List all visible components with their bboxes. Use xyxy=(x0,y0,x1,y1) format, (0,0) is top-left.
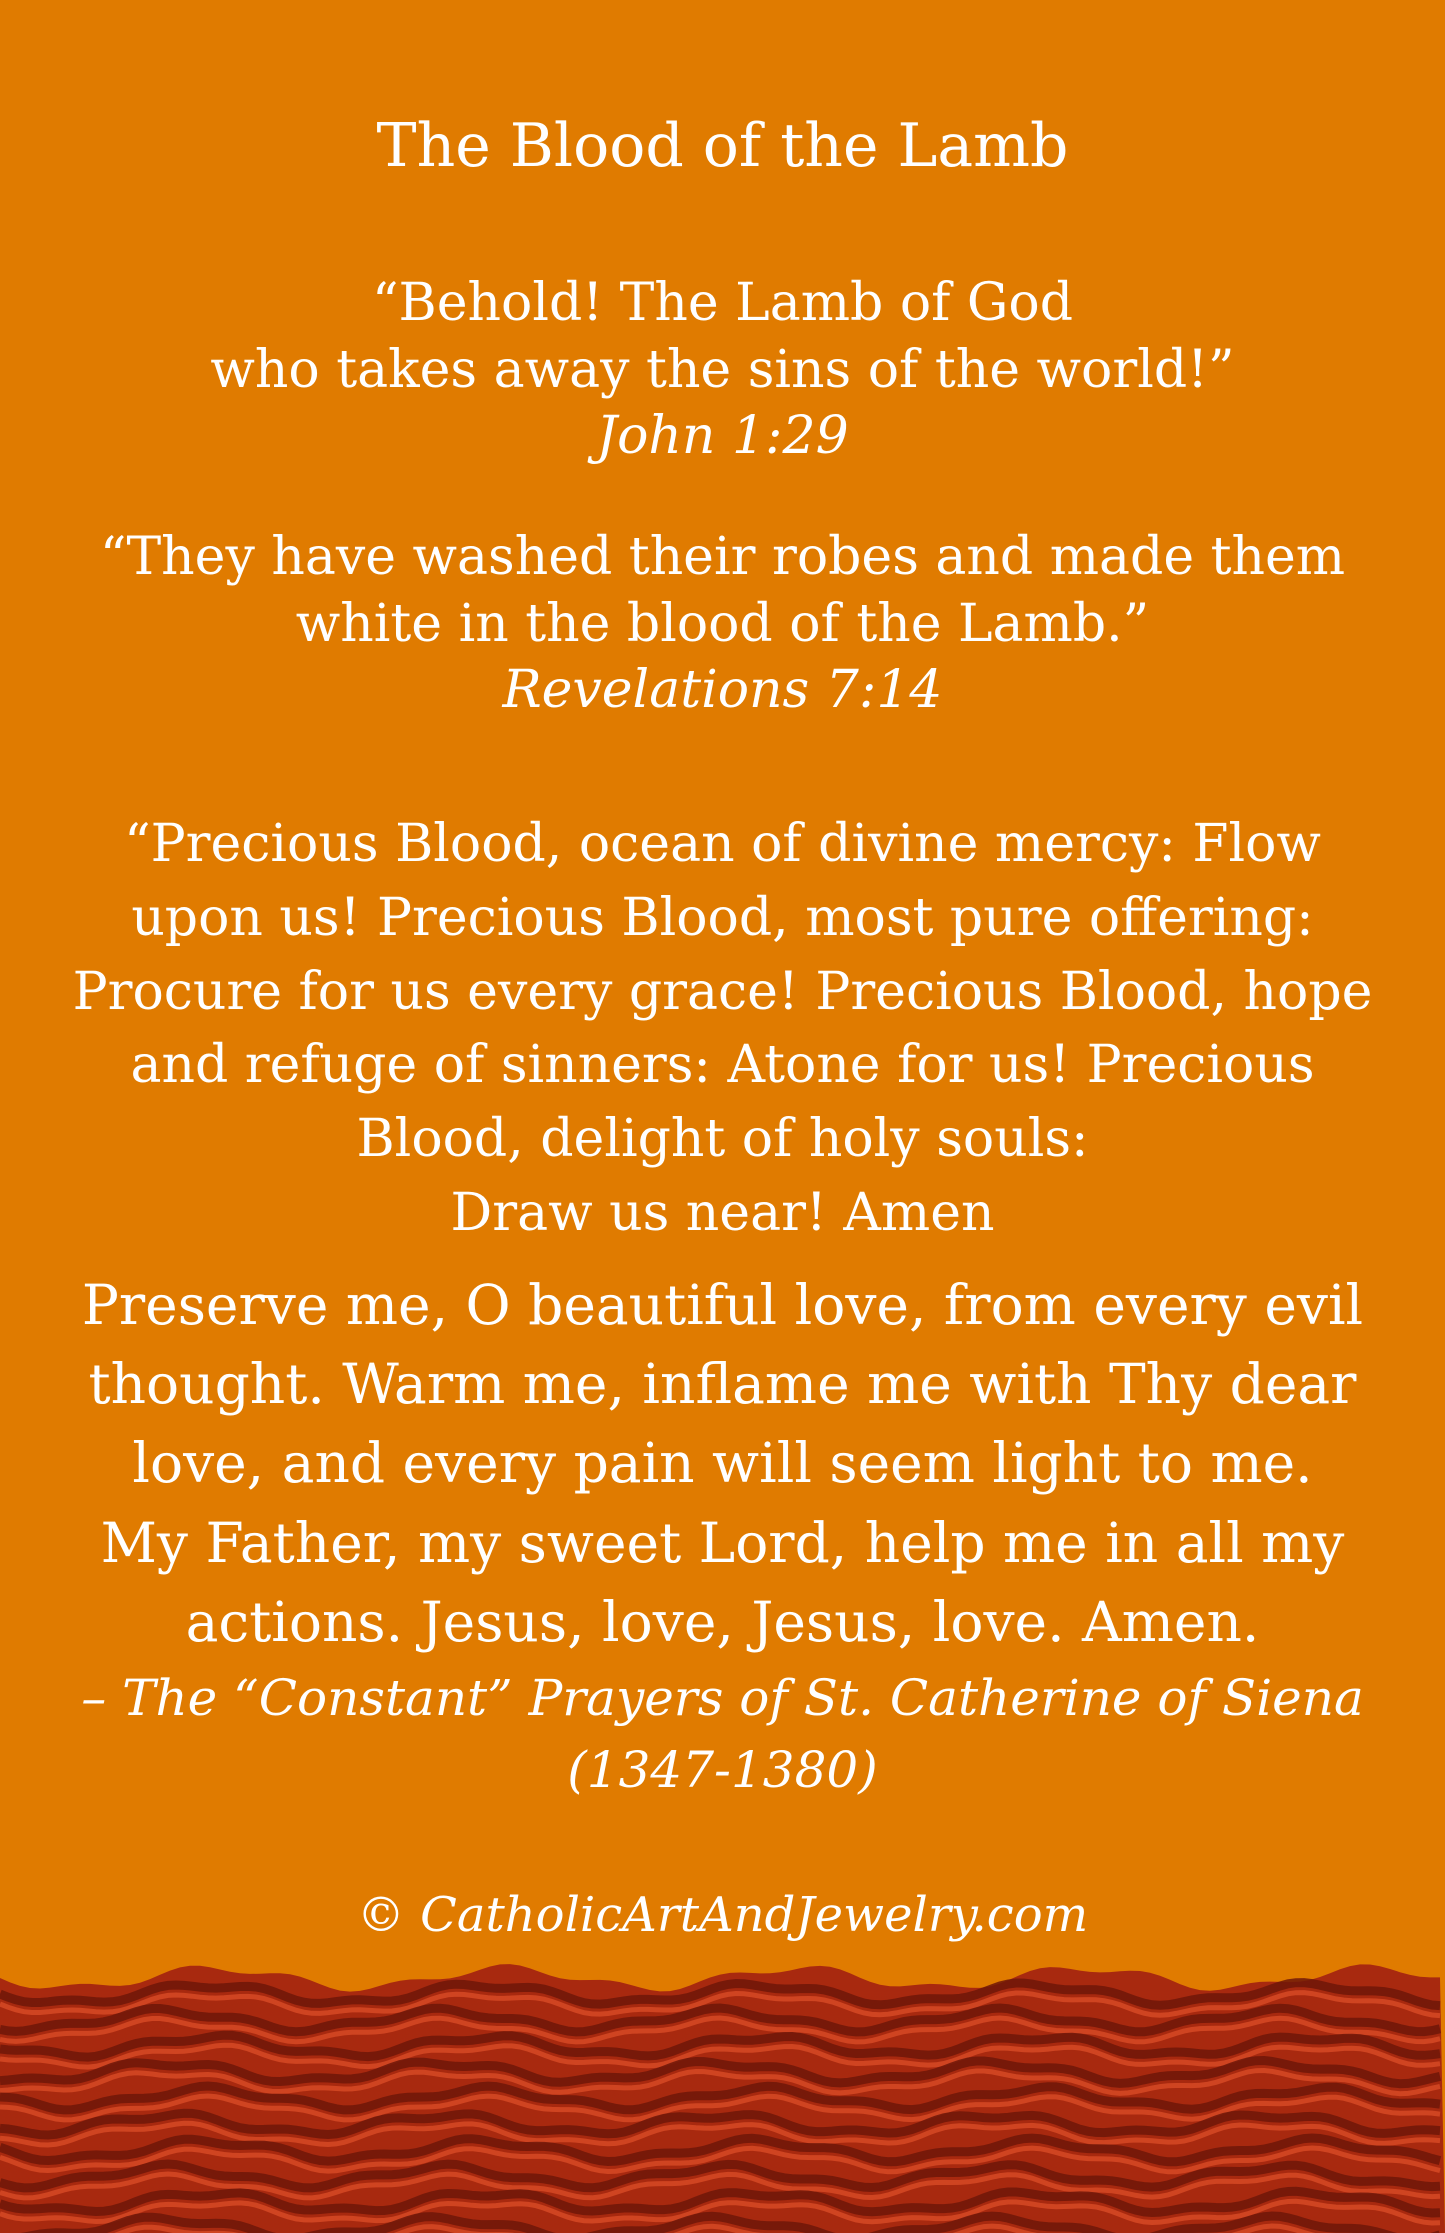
title-text: The Blood of the Lamb xyxy=(376,111,1069,181)
prayer-line: love, and every pain will seem light to me. xyxy=(132,1431,1313,1496)
prayer-attribution-dates: (1347-1380) xyxy=(567,1740,878,1799)
page-title xyxy=(0,108,1445,185)
prayer-line: actions. Jesus, love, Jesus, love. Amen. xyxy=(185,1589,1260,1654)
quote-revelations xyxy=(0,524,1445,724)
prayer-line: Preserve me, O beautiful love, from every evil xyxy=(81,1273,1364,1337)
quote-line: who takes away the sins of the world!” xyxy=(210,339,1235,400)
scripture-reference: John 1:29 xyxy=(596,406,849,467)
copyright-text: © CatholicArtAndJewelry.com xyxy=(356,1887,1089,1943)
wave-rows xyxy=(0,1964,1445,2233)
prayer-line: Procure for us every grace! Precious Blood, hope xyxy=(72,961,1373,1022)
prayer-line: Draw us near! Amen xyxy=(450,1183,995,1244)
prayer-line: “Precious Blood, ocean of divine mercy: Flow xyxy=(124,814,1321,874)
prayer-line: upon us! Precious Blood, most pure offering: xyxy=(131,887,1314,948)
prayer-attribution: – The “Constant” Prayers of St. Catherine of Siena xyxy=(81,1668,1364,1727)
quote-john xyxy=(0,270,1445,470)
prayer-line: thought. Warm me, inflame me with Thy dear xyxy=(88,1352,1357,1417)
quote-line: white in the blood of the Lamb.” xyxy=(295,593,1150,654)
precious-blood-prayer xyxy=(0,808,1445,1251)
prayer-line: My Father, my sweet Lord, help me in all my xyxy=(100,1510,1345,1575)
scripture-reference: Revelations 7:14 xyxy=(502,660,943,721)
quote-line: “They have washed their robes and made them xyxy=(99,527,1346,587)
decorative-wave-band xyxy=(0,1960,1445,2233)
catherine-prayer xyxy=(0,1266,1445,1806)
quote-line: “Behold! The Lamb of God xyxy=(371,273,1074,333)
prayer-line: and refuge of sinners: Atone for us! Precious xyxy=(130,1035,1315,1096)
copyright-notice xyxy=(0,1885,1445,1946)
prayer-line: Blood, delight of holy souls: xyxy=(356,1109,1089,1170)
